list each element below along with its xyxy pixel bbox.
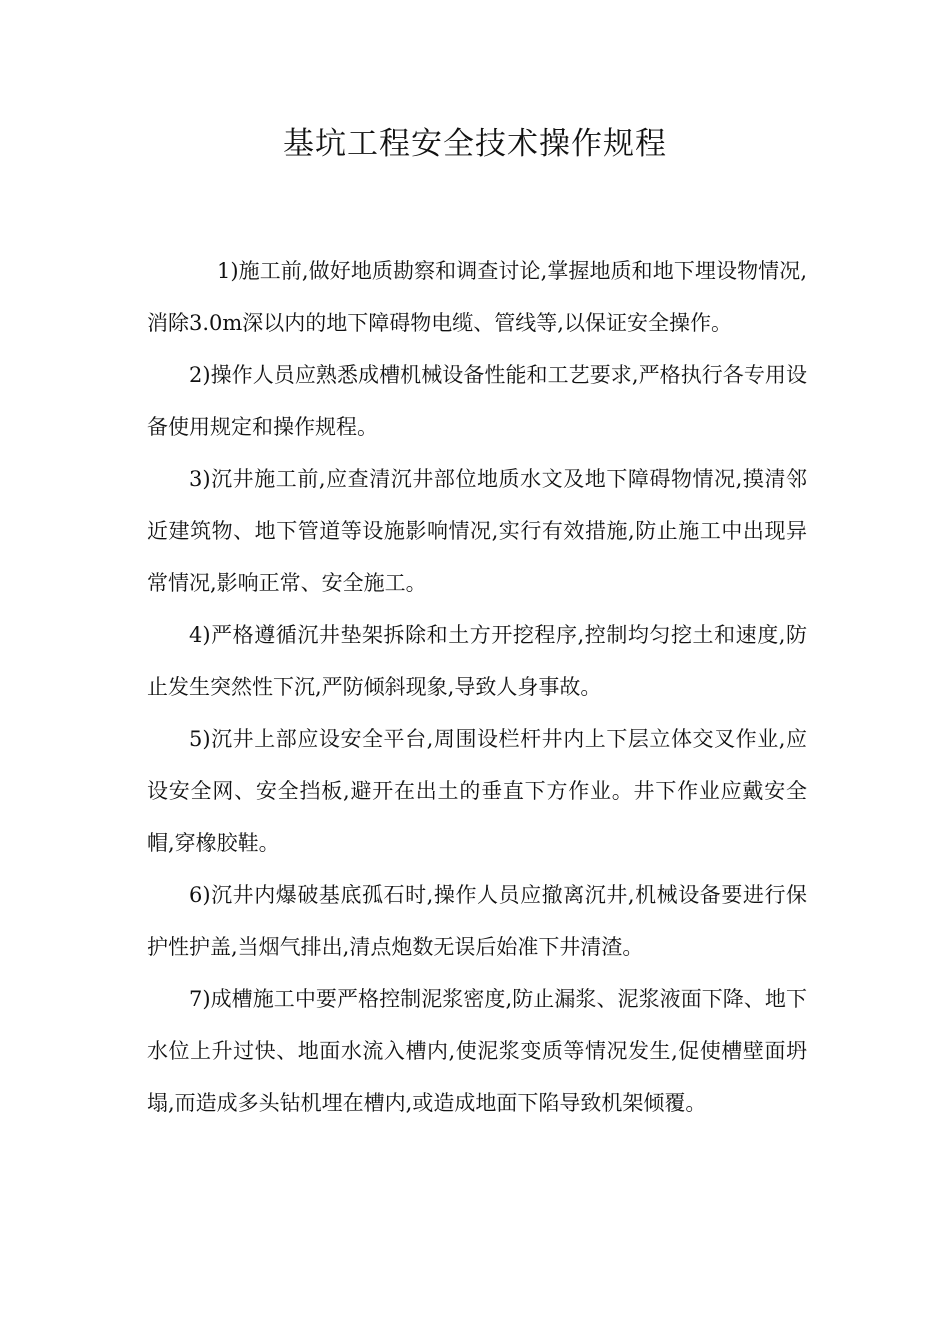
document-title: 基坑工程安全技术操作规程 xyxy=(283,126,667,162)
document-body xyxy=(147,245,807,1129)
paragraph-5: 5)沉井上部应设安全平台,周围设栏杆井内上下层立体交叉作业,应设安全网、安全挡板,避开在出土的垂直下方作业。井下作业应戴安全帽,穿橡胶鞋。 xyxy=(147,727,807,855)
paragraph-3: 3)沉井施工前,应查清沉井部位地质水文及地下障碍物情况,摸清邻近建筑物、地下管道等设施影响情况,实行有效措施,防止施工中出现异常情况,影响正常、安全施工。 xyxy=(147,467,807,595)
paragraph-2: 2)操作人员应熟悉成槽机械设备性能和工艺要求,严格执行各专用设备使用规定和操作规程。 xyxy=(147,363,807,439)
paragraph-7: 7)成槽施工中要严格控制泥浆密度,防止漏浆、泥浆液面下降、地下水位上升过快、地面水流入槽内,使泥浆变质等情况发生,促使槽壁面坍塌,而造成多头钻机埋在槽内,或造成地面下陷导致机架倾覆。 xyxy=(147,987,807,1115)
paragraph-4: 4)严格遵循沉井垫架拆除和土方开挖程序,控制均匀挖土和速度,防止发生突然性下沉,严防倾斜现象,导致人身事故。 xyxy=(147,623,807,699)
paragraph-6: 6)沉井内爆破基底孤石时,操作人员应撤离沉井,机械设备要进行保护性护盖,当烟气排出,清点炮数无误后始准下井清渣。 xyxy=(147,883,807,959)
paragraph-1: 1)施工前,做好地质勘察和调查讨论,掌握地质和地下埋设物情况,消除3.0m深以内的地下障碍物电缆、管线等,以保证安全操作。 xyxy=(147,259,807,335)
